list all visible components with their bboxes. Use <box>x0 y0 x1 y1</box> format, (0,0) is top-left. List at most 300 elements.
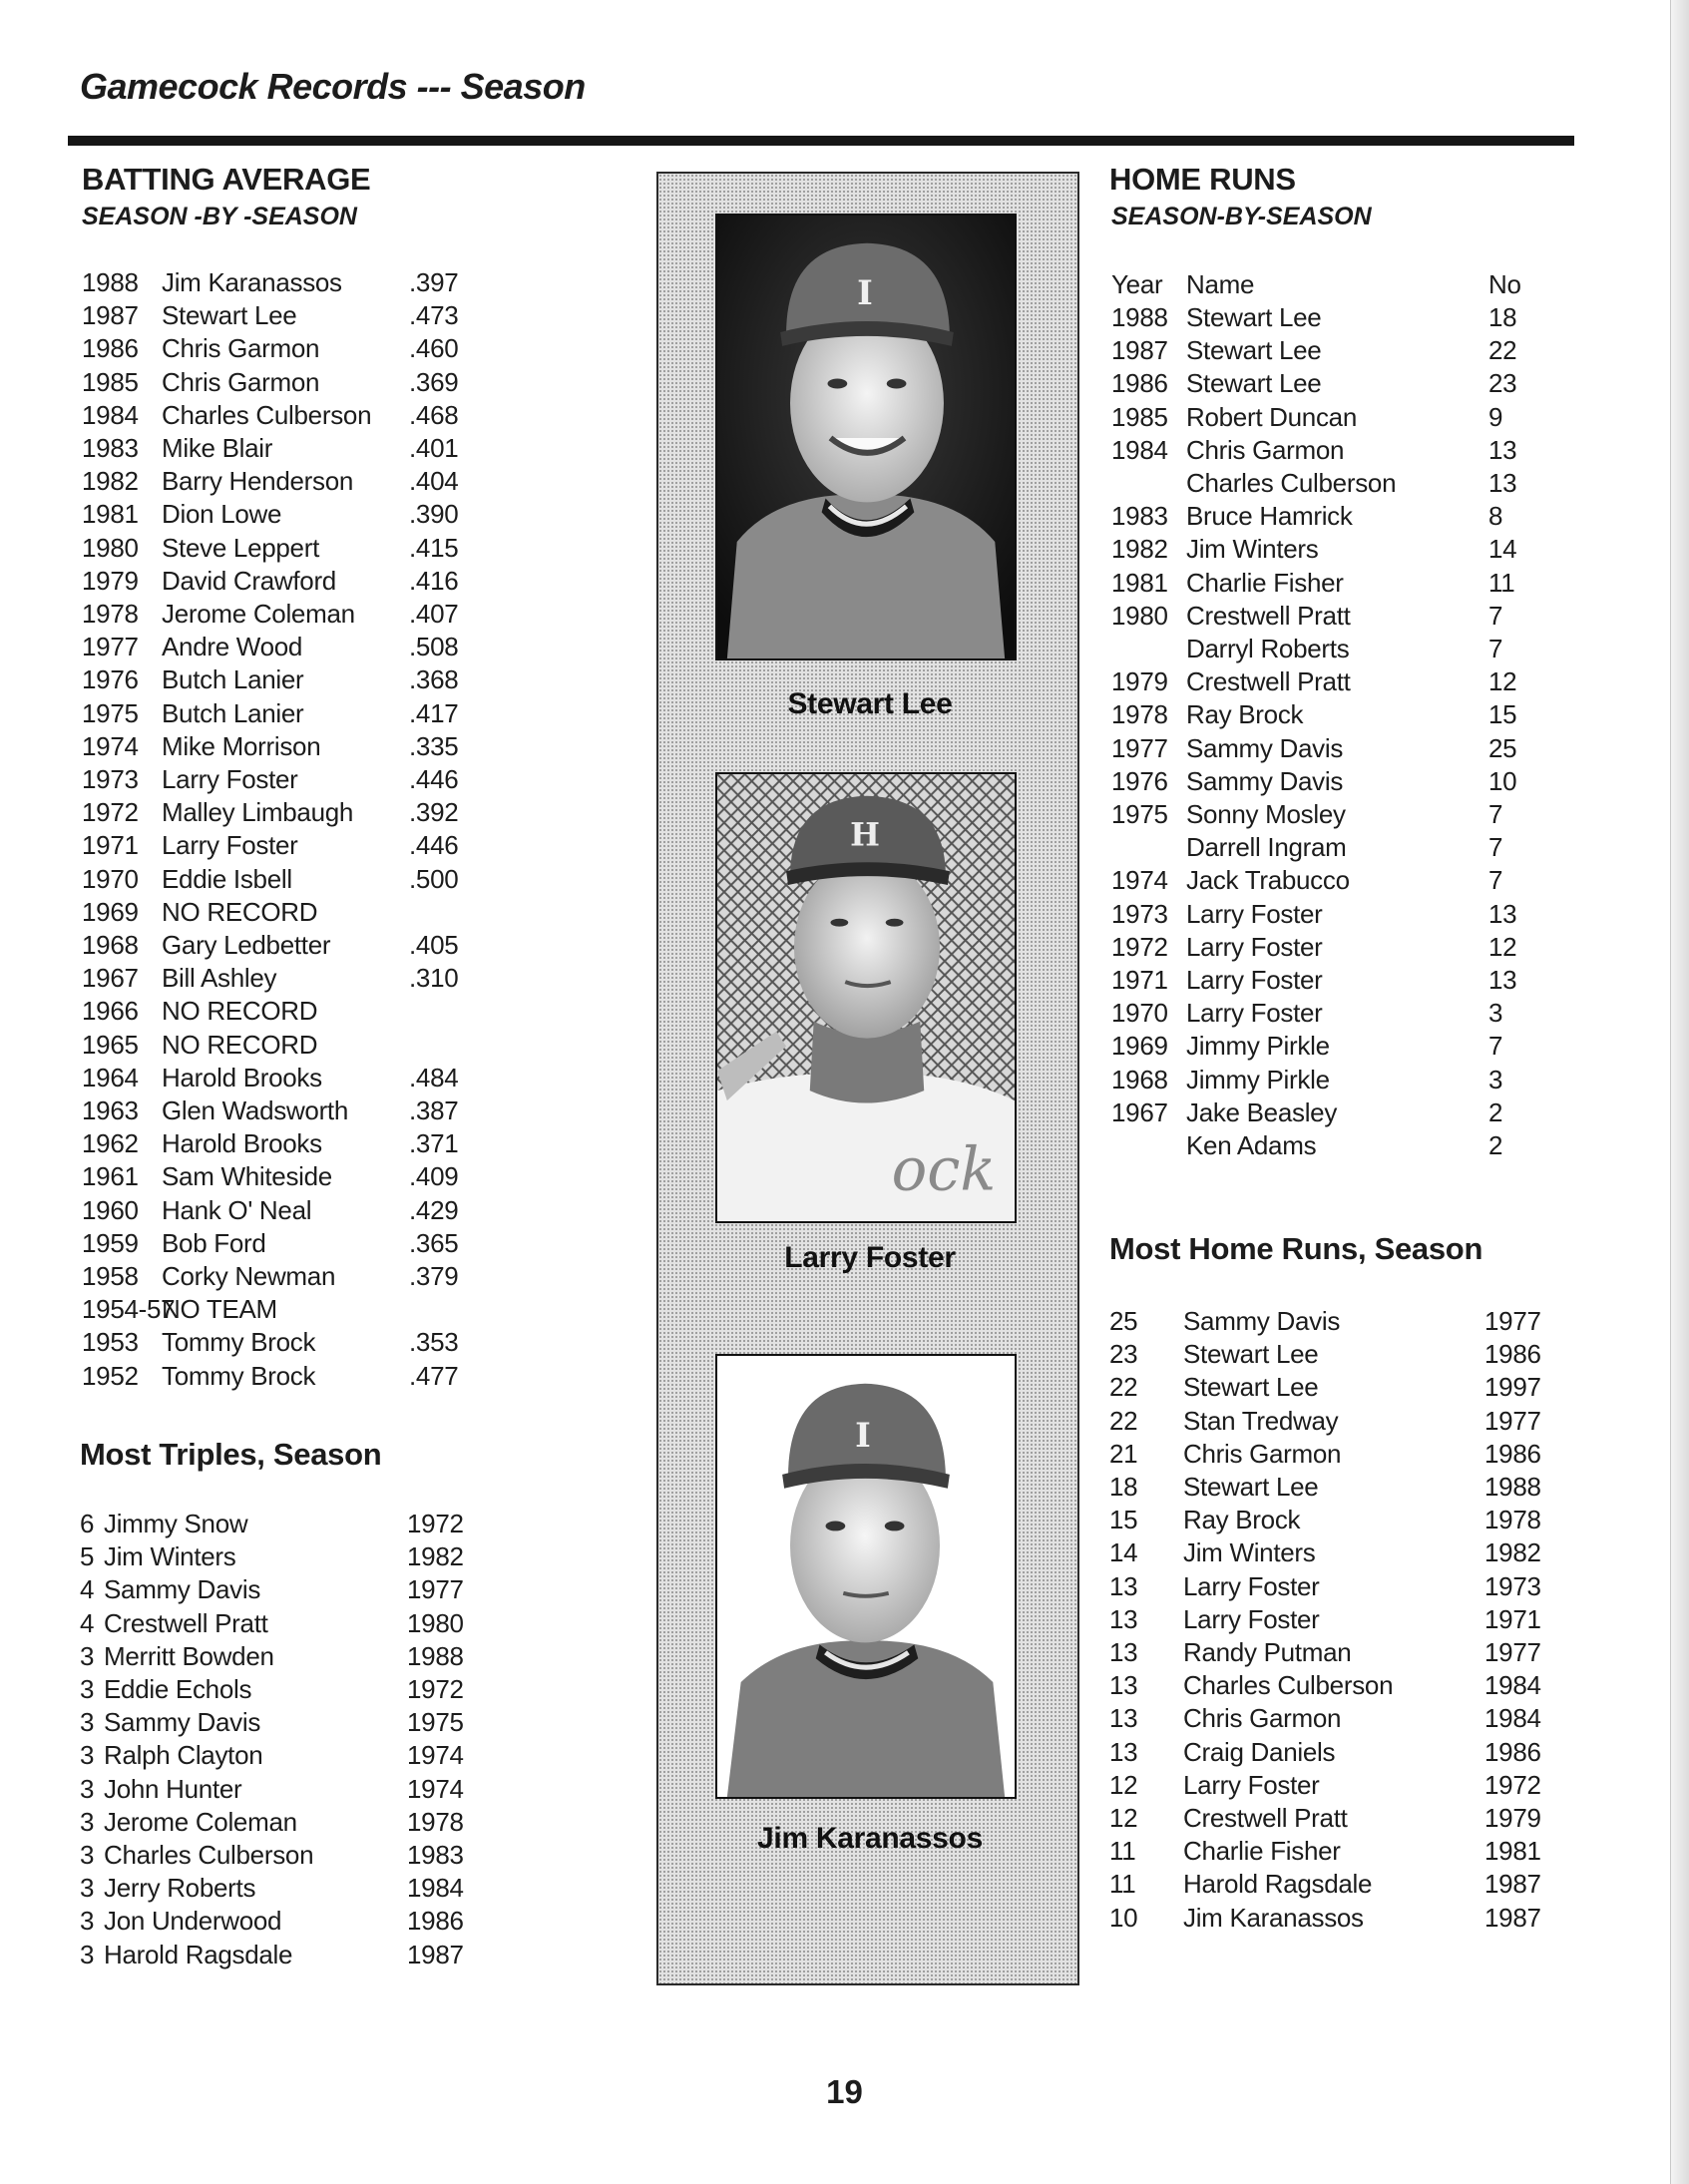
home-run-count-cell: 25 <box>1488 732 1517 763</box>
player-name-cell: Crestwell Pratt <box>104 1607 268 1638</box>
table-row <box>82 331 561 365</box>
table-row <box>1109 1768 1588 1802</box>
player-name-cell: Dion Lowe <box>162 499 282 530</box>
year-cell: 1976 <box>82 664 139 695</box>
table-row <box>1109 366 1588 400</box>
table-row <box>1109 1304 1588 1338</box>
player-photo-jim-karanassos <box>715 1354 1017 1799</box>
table-row <box>1109 599 1588 633</box>
player-name-cell: Stewart Lee <box>1186 368 1322 399</box>
year-cell: 1952 <box>82 1360 139 1391</box>
year-cell: 1987 <box>1484 1869 1541 1900</box>
player-name-cell: Sammy Davis <box>1186 765 1344 796</box>
year-cell: 1975 <box>82 697 139 728</box>
home-run-count-cell: 10 <box>1109 1902 1138 1933</box>
table-row <box>1109 1404 1588 1438</box>
batting-average-cell: .365 <box>409 1227 459 1258</box>
table-row <box>82 828 561 862</box>
year-cell: 1960 <box>82 1194 139 1225</box>
year-cell: 1972 <box>407 1509 464 1538</box>
table-row <box>1109 1569 1588 1603</box>
year-cell: 1985 <box>1111 401 1168 432</box>
triples-count-cell: 3 <box>80 1873 95 1904</box>
table-row <box>1109 532 1588 566</box>
table-row <box>1109 830 1588 864</box>
svg-text:I: I <box>857 272 873 313</box>
table-row <box>82 1259 561 1293</box>
table-row <box>1109 963 1588 997</box>
year-cell: 1973 <box>1484 1570 1541 1601</box>
triples-count-cell: 6 <box>80 1509 95 1538</box>
year-cell: 1970 <box>1111 998 1168 1029</box>
table-row <box>80 1539 559 1573</box>
player-name-cell: Glen Wadsworth <box>162 1095 349 1125</box>
year-cell: 1986 <box>82 333 139 364</box>
home-run-count-cell: 14 <box>1109 1537 1138 1568</box>
table-row <box>1109 1128 1588 1162</box>
year-cell: 1971 <box>1484 1603 1541 1634</box>
batting-average-cell: .409 <box>409 1161 459 1192</box>
page-title: Gamecock Records --- Season <box>80 66 586 107</box>
year-cell: 1984 <box>82 399 139 430</box>
home-run-count-cell: 7 <box>1488 832 1503 863</box>
player-name-cell: John Hunter <box>104 1773 242 1804</box>
player-name-cell: Jimmy Snow <box>104 1509 248 1538</box>
batting-average-cell: .417 <box>409 697 459 728</box>
year-cell: 1978 <box>1484 1505 1541 1535</box>
home-run-count-cell: 13 <box>1488 468 1517 498</box>
year-cell: 1979 <box>82 565 139 596</box>
table-row <box>1109 1029 1588 1063</box>
table-row <box>1109 1063 1588 1096</box>
player-name-cell: Crestwell Pratt <box>1186 600 1351 631</box>
player-name-cell: Harold Ragsdale <box>104 1939 293 1969</box>
player-name-cell: Robert Duncan <box>1186 401 1357 432</box>
player-name-cell: Larry Foster <box>1186 965 1323 995</box>
year-cell: 1967 <box>1111 1096 1168 1127</box>
table-row <box>1109 1503 1588 1536</box>
home-run-count-cell: 7 <box>1488 865 1503 896</box>
year-cell: 1971 <box>82 830 139 861</box>
player-name-cell: Larry Foster <box>1183 1603 1320 1634</box>
triples-count-cell: 3 <box>80 1740 95 1771</box>
batting-average-cell: .401 <box>409 433 459 463</box>
batting-average-cell: .446 <box>409 830 459 861</box>
table-row <box>80 1871 559 1905</box>
table-row <box>1109 1801 1588 1835</box>
table-row <box>82 1226 561 1260</box>
year-cell: 1987 <box>407 1939 464 1969</box>
player-name-cell: Larry Foster <box>1183 1570 1320 1601</box>
photo-caption: Stewart Lee <box>787 687 953 720</box>
table-row <box>1109 1602 1588 1636</box>
table-row <box>80 1606 559 1640</box>
year-cell: 1970 <box>82 863 139 894</box>
player-photo-image <box>717 774 1015 1221</box>
home-run-count-cell: 15 <box>1488 699 1517 730</box>
player-name-cell: Tommy Brock <box>162 1327 316 1358</box>
year-cell: 1974 <box>82 730 139 761</box>
year-cell: 1974 <box>1111 865 1168 896</box>
table-row <box>1109 333 1588 367</box>
table-row <box>1109 1635 1588 1669</box>
player-name-cell: Larry Foster <box>1183 1769 1320 1800</box>
year-cell: 1975 <box>407 1707 464 1738</box>
home-run-count-cell: 2 <box>1488 1096 1503 1127</box>
player-name-cell: Malley Limbaugh <box>162 797 354 828</box>
player-name-cell: Stewart Lee <box>1183 1472 1319 1502</box>
batting-average-cell: .392 <box>409 797 459 828</box>
table-row <box>80 1507 559 1540</box>
player-name-cell: Larry Foster <box>1186 931 1323 962</box>
home-run-count-cell: 3 <box>1488 998 1503 1029</box>
table-row <box>1109 499 1588 533</box>
svg-text:I: I <box>855 1415 871 1456</box>
player-name-cell: Jack Trabucco <box>1186 865 1350 896</box>
player-name-cell: David Crawford <box>162 565 336 596</box>
player-name-cell: Mike Blair <box>162 433 273 463</box>
player-name-cell: Sonny Mosley <box>1186 799 1346 829</box>
player-name-cell: Jimmy Pirkle <box>1186 1031 1330 1062</box>
table-row <box>1109 697 1588 731</box>
table-row <box>80 1672 559 1706</box>
page-edge <box>1670 0 1689 2184</box>
player-name-cell: Corky Newman <box>162 1261 336 1291</box>
home-run-count-cell: 23 <box>1488 368 1517 399</box>
player-name-cell: Chris Garmon <box>1186 434 1345 465</box>
year-cell: 1988 <box>82 267 139 297</box>
home-run-count-cell: 12 <box>1109 1769 1138 1800</box>
year-cell: 1972 <box>1111 931 1168 962</box>
player-name-cell: Butch Lanier <box>162 697 304 728</box>
home-run-count-cell: 13 <box>1109 1703 1138 1734</box>
table-row <box>80 1639 559 1673</box>
player-name-cell: Steve Leppert <box>162 532 319 563</box>
title-rule <box>68 136 1574 146</box>
triples-count-cell: 4 <box>80 1574 95 1605</box>
table-row <box>1109 1437 1588 1471</box>
table-row <box>1109 1337 1588 1371</box>
year-cell: 1966 <box>82 996 139 1027</box>
player-name-cell: Charles Culberson <box>1186 468 1397 498</box>
triples-count-cell: 3 <box>80 1707 95 1738</box>
player-name-cell: Ken Adams <box>1186 1130 1317 1160</box>
year-cell: 1975 <box>1111 799 1168 829</box>
table-row <box>1109 1735 1588 1769</box>
home-run-count-cell: 7 <box>1488 799 1503 829</box>
player-name-cell: Ralph Clayton <box>104 1740 263 1771</box>
home-run-count-cell: 13 <box>1109 1670 1138 1701</box>
player-photo-image <box>717 1356 1015 1797</box>
player-name-cell: Jerome Coleman <box>162 599 355 629</box>
year-cell: 1979 <box>1111 666 1168 697</box>
player-name-cell: Jake Beasley <box>1186 1096 1338 1127</box>
table-row <box>1109 1095 1588 1129</box>
page-number: 19 <box>826 2073 863 2110</box>
player-name-cell: Stewart Lee <box>162 300 297 331</box>
triples-count-cell: 3 <box>80 1806 95 1837</box>
number-column-header: No <box>1488 269 1521 299</box>
year-cell: 1977 <box>82 632 139 662</box>
year-cell: 1977 <box>1111 732 1168 763</box>
batting-average-subheading: SEASON -BY -SEASON <box>82 203 357 230</box>
home-run-count-cell: 21 <box>1109 1438 1138 1469</box>
player-name-cell: Barry Henderson <box>162 466 354 497</box>
player-name-cell: Craig Daniels <box>1183 1736 1336 1767</box>
year-cell: 1980 <box>1111 600 1168 631</box>
year-cell: 1981 <box>1111 567 1168 598</box>
year-cell: 1954-57 <box>82 1294 176 1325</box>
batting-average-cell: .405 <box>409 930 459 960</box>
year-cell: 1987 <box>1484 1902 1541 1933</box>
table-row <box>82 630 561 663</box>
player-name-cell: Larry Foster <box>1186 898 1323 929</box>
home-run-count-cell: 22 <box>1109 1372 1138 1403</box>
year-cell: 1965 <box>82 1029 139 1060</box>
table-row <box>1109 797 1588 831</box>
player-name-cell: Darryl Roberts <box>1186 634 1350 663</box>
table-row <box>1109 433 1588 467</box>
batting-average-cell: .429 <box>409 1194 459 1225</box>
home-run-count-cell: 11 <box>1109 1836 1136 1867</box>
year-column-header: Year <box>1111 269 1163 299</box>
player-name-cell: Hank O' Neal <box>162 1194 312 1225</box>
year-cell: 1967 <box>82 963 139 994</box>
batting-average-cell: .484 <box>409 1062 459 1092</box>
home-run-count-cell: 13 <box>1109 1603 1138 1634</box>
batting-average-cell: .473 <box>409 300 459 331</box>
year-cell: 1983 <box>1111 501 1168 532</box>
table-row <box>1109 466 1588 500</box>
year-cell: 1972 <box>407 1674 464 1704</box>
player-name-cell: Ray Brock <box>1186 699 1304 730</box>
year-cell: 1982 <box>82 466 139 497</box>
batting-average-cell: .477 <box>409 1360 459 1391</box>
year-cell: 1984 <box>1484 1703 1541 1734</box>
table-row <box>1109 1668 1588 1702</box>
photo-caption: Larry Foster <box>784 1241 956 1274</box>
home-runs-header-row <box>1109 267 1528 301</box>
player-name-cell: Chris Garmon <box>1183 1703 1342 1734</box>
year-cell: 1973 <box>1111 898 1168 929</box>
batting-average-cell: .397 <box>409 267 459 297</box>
year-cell: 1971 <box>1111 965 1168 995</box>
table-row <box>1109 1470 1588 1504</box>
home-run-count-cell: 10 <box>1488 765 1517 796</box>
table-row <box>1109 764 1588 798</box>
player-name-cell: Stewart Lee <box>1186 335 1322 366</box>
batting-average-cell: .390 <box>409 499 459 530</box>
table-row <box>82 265 561 299</box>
table-row <box>1109 400 1588 434</box>
player-photo-larry-foster <box>715 772 1017 1223</box>
year-cell: 1968 <box>1111 1064 1168 1094</box>
table-row <box>1109 930 1588 964</box>
player-name-cell: Harold Brooks <box>162 1062 322 1092</box>
home-run-count-cell: 7 <box>1488 634 1503 663</box>
player-name-cell: Bill Ashley <box>162 963 277 994</box>
table-row <box>80 1938 559 1971</box>
table-row <box>82 564 561 598</box>
table-row <box>1109 996 1588 1030</box>
table-row <box>82 795 561 829</box>
year-cell: 1987 <box>1111 335 1168 366</box>
table-row <box>1109 1834 1588 1868</box>
year-cell: 1988 <box>1484 1472 1541 1502</box>
table-row <box>82 762 561 796</box>
home-run-count-cell: 18 <box>1109 1472 1138 1502</box>
player-name-cell: Jerry Roberts <box>104 1873 256 1904</box>
svg-text:ock: ock <box>891 1134 997 1204</box>
player-name-cell: Sammy Davis <box>104 1707 261 1738</box>
year-cell: 1988 <box>407 1640 464 1671</box>
triples-count-cell: 5 <box>80 1541 95 1572</box>
year-cell: 1981 <box>1484 1836 1541 1867</box>
player-name-cell: Charles Culberson <box>104 1840 314 1870</box>
year-cell: 1986 <box>1484 1438 1541 1469</box>
player-name-cell: Stewart Lee <box>1183 1372 1319 1403</box>
year-cell: 1969 <box>82 896 139 927</box>
triples-count-cell: 4 <box>80 1607 95 1638</box>
table-row <box>82 497 561 531</box>
year-cell: 1964 <box>82 1062 139 1092</box>
player-name-cell: Larry Foster <box>1186 998 1323 1029</box>
table-row <box>82 431 561 465</box>
triples-count-cell: 3 <box>80 1640 95 1671</box>
player-name-cell: Jim Winters <box>1183 1537 1316 1568</box>
home-runs-heading: HOME RUNS <box>1109 162 1296 197</box>
batting-average-cell: .407 <box>409 599 459 629</box>
player-name-cell: Merritt Bowden <box>104 1640 274 1671</box>
batting-average-cell: .387 <box>409 1095 459 1125</box>
home-runs-subheading: SEASON-BY-SEASON <box>1111 203 1372 230</box>
table-row <box>82 662 561 696</box>
home-run-count-cell: 11 <box>1488 567 1515 598</box>
player-name-cell: Jon Underwood <box>104 1906 282 1937</box>
player-name-cell: Stewart Lee <box>1186 302 1322 332</box>
table-row <box>82 1359 561 1393</box>
player-name-cell: Sam Whiteside <box>162 1161 332 1192</box>
table-row <box>82 531 561 565</box>
year-cell: 1984 <box>407 1873 464 1904</box>
player-name-cell: Charles Culberson <box>162 399 372 430</box>
year-cell: 1972 <box>82 797 139 828</box>
player-name-cell: Chris Garmon <box>1183 1438 1342 1469</box>
player-name-cell: NO RECORD <box>162 896 318 927</box>
table-row <box>1109 1867 1588 1901</box>
table-row <box>82 994 561 1028</box>
home-run-count-cell: 12 <box>1488 931 1517 962</box>
table-row <box>80 1904 559 1938</box>
year-cell: 1977 <box>407 1574 464 1605</box>
triples-count-cell: 3 <box>80 1939 95 1969</box>
home-run-count-cell: 8 <box>1488 501 1503 532</box>
player-name-cell: Andre Wood <box>162 632 303 662</box>
player-name-cell: Jim Winters <box>104 1541 236 1572</box>
triples-count-cell: 3 <box>80 1906 95 1937</box>
photo-caption: Jim Karanassos <box>757 1822 983 1855</box>
player-name-cell: Randy Putman <box>1183 1637 1352 1667</box>
year-cell: 1986 <box>407 1906 464 1937</box>
table-row <box>82 1126 561 1160</box>
player-name-cell: Crestwell Pratt <box>1183 1803 1348 1833</box>
home-run-count-cell: 7 <box>1488 600 1503 631</box>
name-column-header: Name <box>1186 269 1255 299</box>
player-name-cell: Chris Garmon <box>162 366 320 397</box>
year-cell: 1968 <box>82 930 139 960</box>
home-run-count-cell: 3 <box>1488 1064 1503 1094</box>
player-photo-stewart-lee <box>715 214 1017 660</box>
year-cell: 1981 <box>82 499 139 530</box>
table-row <box>1109 664 1588 698</box>
table-row <box>82 398 561 432</box>
table-row <box>1109 731 1588 765</box>
triples-count-cell: 3 <box>80 1840 95 1870</box>
photo-panel <box>656 172 1079 1985</box>
batting-average-cell: .460 <box>409 333 459 364</box>
home-run-count-cell: 23 <box>1109 1339 1138 1370</box>
svg-text:H: H <box>850 816 880 854</box>
player-name-cell: Eddie Echols <box>104 1674 252 1704</box>
player-photo-image <box>717 216 1015 658</box>
year-cell: 1978 <box>407 1806 464 1837</box>
year-cell: 1976 <box>1111 765 1168 796</box>
batting-average-cell: .446 <box>409 764 459 794</box>
player-name-cell: NO TEAM <box>162 1294 277 1325</box>
home-run-count-cell: 25 <box>1109 1306 1138 1336</box>
player-name-cell: Bruce Hamrick <box>1186 501 1353 532</box>
batting-average-cell: .379 <box>409 1261 459 1291</box>
player-name-cell: Charles Culberson <box>1183 1670 1394 1701</box>
year-cell: 1985 <box>82 366 139 397</box>
year-cell: 1977 <box>1484 1637 1541 1667</box>
year-cell: 1974 <box>407 1740 464 1771</box>
player-name-cell: Sammy Davis <box>1186 732 1344 763</box>
table-row <box>82 365 561 399</box>
year-cell: 1986 <box>1111 368 1168 399</box>
home-run-count-cell: 13 <box>1488 434 1517 465</box>
table-row <box>82 1193 561 1227</box>
batting-average-cell: .369 <box>409 366 459 397</box>
year-cell: 1961 <box>82 1161 139 1192</box>
table-row <box>82 1325 561 1359</box>
year-cell: 1982 <box>407 1541 464 1572</box>
table-row <box>1109 300 1588 334</box>
player-name-cell: Charlie Fisher <box>1186 567 1344 598</box>
table-row <box>80 1772 559 1806</box>
table-row <box>80 1572 559 1606</box>
year-cell: 1978 <box>1111 699 1168 730</box>
batting-average-cell: .415 <box>409 532 459 563</box>
year-cell: 1978 <box>82 599 139 629</box>
batting-average-cell: .371 <box>409 1128 459 1159</box>
player-name-cell: NO RECORD <box>162 1029 318 1060</box>
table-row <box>1109 1701 1588 1735</box>
table-row <box>1109 863 1588 897</box>
player-name-cell: Charlie Fisher <box>1183 1836 1341 1867</box>
player-name-cell: Eddie Isbell <box>162 863 292 894</box>
home-run-count-cell: 13 <box>1109 1570 1138 1601</box>
home-run-count-cell: 9 <box>1488 401 1503 432</box>
player-name-cell: Sammy Davis <box>1183 1306 1341 1336</box>
table-row <box>82 1028 561 1062</box>
home-run-count-cell: 18 <box>1488 302 1517 332</box>
home-run-count-cell: 22 <box>1109 1405 1138 1436</box>
home-run-count-cell: 11 <box>1109 1869 1136 1900</box>
table-row <box>82 862 561 896</box>
triples-count-cell: 3 <box>80 1773 95 1804</box>
player-name-cell: Crestwell Pratt <box>1186 666 1351 697</box>
